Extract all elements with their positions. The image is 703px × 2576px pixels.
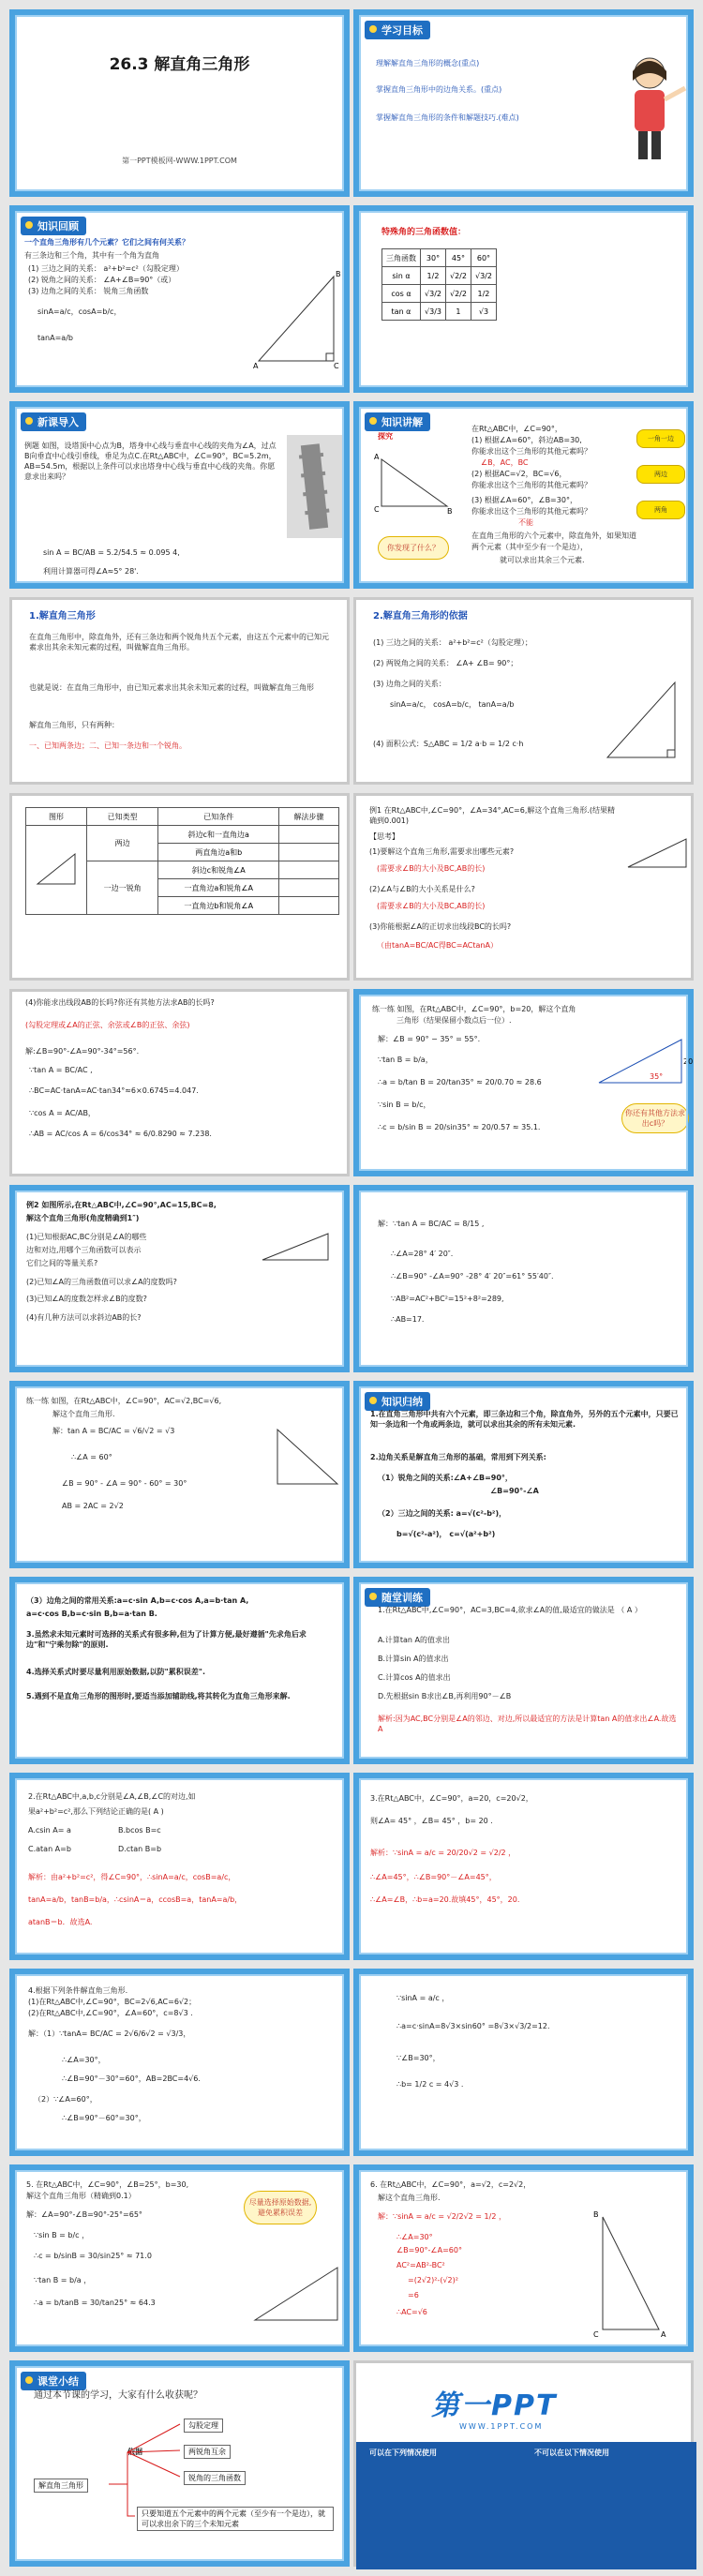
explain-l8: (3) 根据∠A=60°，∠B=30°， [471,496,577,504]
svg-text:B: B [447,507,453,516]
lesson-title: 26.3 解直角三角形 [109,55,250,74]
ex-q3-t5: ∴∠A=∠B，∴b=a=20.故填45°，45°，20. [370,1895,520,1904]
brand-logo: 第一PPT [431,2389,558,2422]
slide-example1-solution[interactable] [9,989,350,1176]
sum-t6: b=√(c²-a²)， c=√(a²+b²) [396,1530,496,1538]
ex-q6-t5: ∠B=90°-∠A=60° [396,2246,462,2254]
sol1-t7: ∴AB = AC/cos A = 6/cos34° ≈ 6/0.8290 ≈ 7.238. [29,1130,212,1138]
rule-t5: 5.遇到不是直角三角形的图形时,要适当添加辅助线,将其转化为直角三角形来解. [26,1692,291,1700]
intro-formula: sin A = BC/AB = 5.2/54.5 ≈ 0.095 4, [43,548,180,557]
sol2-t2: ∴∠A=28° 4′ 20″. [391,1250,454,1258]
slide-exercise4-cont[interactable] [353,1969,694,2156]
basis-l3: (3) 边角之间的关系： [373,680,446,688]
cases-two-sides: 两边 [87,826,158,861]
pr1-t5: ∴a = b/tan B = 20/tan35° ≈ 20/0.70 ≈ 28.6 [378,1078,542,1086]
cannot-use-title: 不可以在以下情况使用 [534,2449,609,2457]
teacher-illustration [612,52,687,165]
explain-l11: 在直角三角形的六个元素中，除直角外，如果知道 [471,532,636,540]
svg-text:B: B [336,270,341,278]
explain-l13: 就可以求出其余三个元素. [500,556,585,564]
sum-t2: 2.边角关系是解直角三角形的基础，常用到下列关系: [370,1453,546,1461]
slide-exercise3[interactable] [353,1773,694,1960]
slide-practice1[interactable] [353,989,694,1176]
definition-p4: 一、已知两条边；二、已知一条边和一个锐角。 [29,741,187,750]
ex-q1-b[interactable]: B.计算sin A的值求出 [378,1655,449,1663]
sticky-two-angles: 两角 [636,501,685,519]
ex-q2-d[interactable]: D.ctan B=b [118,1845,162,1853]
mindmap-pythagorean: 勾股定理 [184,2419,223,2433]
special-title: 特殊角的三角函数值： [381,228,467,237]
rule-t2: a=c·cos B,b=c·sin B,b=a·tan B. [26,1610,157,1618]
sol2-t3: ∴∠B=90° -∠A=90° -28° 4′ 20″=61° 55′40″. [391,1272,554,1281]
ex-q2-t5: atanB＝b．故选A. [28,1918,93,1926]
ex2-t7: (3)已知∠A的度数怎样求∠B的度数? [26,1295,147,1303]
sol1-t5: ∴BC=AC·tanA=AC·tan34°≈6×0.6745=4.047. [29,1086,199,1095]
ex2-t8: (4)有几种方法可以求斜边AB的长? [26,1313,142,1322]
slide-exercise5[interactable] [9,2164,350,2352]
rule-t3: 3.虽然求未知元素时可选择的关系式有很多种,但为了计算方便,最好遵循"先求角后求边"和"宁乘勿除"的原则. [26,1630,307,1649]
pr2-triangle [268,1424,343,1490]
special-table [381,248,497,321]
explain-l12: 两个元素（其中至少有一个是边）， [471,543,588,551]
sticky-one-angle-one-side: 一角一边 [636,429,685,448]
pr2-t2: 解这个直角三角形. [52,1410,115,1418]
ex1-t1: 例1 在Rt△ABC中,∠C=90°，∠A=34°,AC=6,解这个直角三角形.(结果精确到0.001) [369,806,616,825]
tan-45: 1 [445,303,471,321]
brand-url: WWW.1PPT.COM [459,2422,544,2431]
slide-exercise4[interactable] [9,1969,350,2156]
class-summary-question: 通过本节课的学习，大家有什么收获呢？ [34,2390,202,2401]
ex-q5-t3: 解：∠A=90°-∠B=90°-25°=65° [26,2210,142,2219]
pr1-t2: 三角形（结果保留小数点后一位）. [396,1016,512,1025]
slide-exercise2[interactable] [9,1773,350,1960]
ex-q6-t2: 解这个直角三角形. [378,2194,441,2202]
ex-q2-t4: tanA=a/b，tanB=b/a，∴csinA＝a，ccosB=a，tanA=a/b， [28,1895,243,1904]
ex-q3-t3: 解析：∵sinA = a/c = 20/20√2 = √2/2 ， [370,1849,516,1857]
slide-objectives[interactable] [353,9,694,197]
ex-q4b-t4: ∴b= 1/2 c = 4√3 . [396,2080,464,2089]
svg-text:A: A [661,2330,666,2339]
ex-q6-t4: ∴∠A=30° [396,2233,433,2241]
tan-label: tan α [382,303,421,321]
ex-q1-analysis: 解析:因为AC,BC分别是∠A的邻边、对边,所以最适宜的方法是计算tan A的值求出∠A.故选A [378,1715,677,1733]
exercise-header: 随堂训练 [365,1588,430,1607]
svg-text:B: B [593,2210,599,2219]
ex-q5-t6: ∵tan B = b/a ， [34,2276,92,2284]
ex1-t3: (1)要解这个直角三角形,需要求出哪些元素? [369,847,515,856]
ex-q5-t4: ∵sin B = b/c ， [34,2231,90,2239]
pr1-t4: ∵tan B = b/a， [378,1056,433,1064]
slide-explain[interactable] [353,401,694,589]
sol1-t3: 解:∠B=90°-∠A=90°-34°=56°. [25,1047,140,1056]
slide-practice2[interactable] [9,1381,350,1568]
sol2-t1: 解：∵tan A = BC/AC = 8/15 , [378,1220,485,1228]
ex-q5-cloud: 尽量选择原始数据,避免累积误差 [244,2191,317,2224]
cases-figure-cell [26,826,87,915]
rule-t1: （3）边角之间的常用关系:a=c·sin A,b=c·cos A,a=b·tan A, [26,1596,249,1605]
sin-30: 1/2 [421,267,446,285]
ex-q5-t2: 解这个直角三角形（精确到0.1） [26,2192,136,2200]
definition-p1: 在直角三角形中，除直角外，还有三条边和两个锐角共五个元素，由这五个元素中的已知元素求出其余未知元素的过程，叫做解直角三角形。 [29,633,329,651]
ex-q3-t2: 则∠A= 45° ，∠B= 45° ，b= 20 . [370,1817,493,1825]
review-line-1: 有三条边和三个角，其中有一个角为直角 [24,251,159,260]
sol2-t5: ∴AB=17. [391,1315,425,1324]
basis-title: 2.解直角三角形的依据 [373,611,468,622]
cases-th-type: 已知类型 [87,808,158,826]
ex-q6-triangle [584,2208,678,2339]
slide-review[interactable] [9,205,350,393]
review-line-2: (1) 三边之间的关系： a²+b²=c²（勾股定理） [28,264,184,273]
basis-l5: (4) 面积公式：S△ABC = 1/2 a·b = 1/2 c·h [373,740,524,748]
slide-cases-table[interactable] [9,793,350,981]
ex-q4-t7: （2）∵∠A=60°， [34,2095,97,2104]
intro-header: 新课导入 [21,412,86,431]
slide-exercise1[interactable] [353,1577,694,1764]
discovery-cloud: 你发现了什么？ [378,536,449,560]
mindmap-note: 只要知道五个元素中的两个元素（至少有一个是边），就可以求出余下的三个未知元素 [137,2507,334,2531]
ex-q6-t1: 6. 在Rt△ABC中，∠C=90°，a=√2，c=2√2， [370,2180,531,2189]
sol1-t4: ∵tan A = BC/AC , [29,1066,93,1074]
ex-q6-t7: =(2√2)²-(√2)² [408,2276,458,2284]
th-30: 30° [421,249,446,267]
cos-60: 1/2 [471,285,496,303]
th-func: 三角函数 [382,249,421,267]
explain-l3: (1) 根据∠A=60°，斜边AB=30, [471,436,582,444]
ex-q4-t8: ∴∠B=90°－60°=30°， [62,2114,146,2122]
ex-q2-a[interactable]: A.csin A= a [28,1826,71,1835]
ex-q2-t1: 2.在Rt△ABC中,a,b,c分别是∠A,∠B,∠C的对边,如 [28,1792,196,1801]
objective-2: 掌握直角三角形中的边角关系。(重点) [376,85,502,94]
ex-q6-t3: 解：∵sinA = a/c = √2/2√2 = 1/2 ， [378,2212,506,2221]
pr2-t5: ∠B = 90° - ∠A = 90° - 60° = 30° [62,1479,187,1488]
case-5-method [279,897,339,915]
pr1-t6: ∵sin B = b/c， [378,1101,431,1109]
review-line-3: (2) 锐角之间的关系： ∠A+∠B=90°（或） [28,276,176,284]
explain-l4: 你能求出这个三角形的其他元素吗？ [471,447,591,456]
slide-example2-solution[interactable] [353,1185,694,1372]
basis-l1: (1) 三边之间的关系： a²+b²=c²（勾股定理）； [373,638,532,647]
ex2-t4: 边和对边,用哪个三角函数可以表示 [26,1246,142,1254]
th-45: 45° [445,249,471,267]
th-60: 60° [471,249,496,267]
sum-t4: ∠B=90°-∠A [490,1487,539,1495]
cases-side-angle: 一边一锐角 [87,861,158,915]
svg-text:C: C [334,362,339,370]
review-triangle [249,267,343,370]
tan-30: √3/3 [421,303,446,321]
case-4: 一直角边a和锐角∠A [158,879,279,897]
explain-l10: 不能 [518,518,533,527]
ex1-triangle [624,833,690,871]
cos-45: √2/2 [445,285,471,303]
sol1-t2: (勾股定理或∠A的正弦、余弦或∠B的正弦、余弦) [25,1021,190,1029]
svg-text:C: C [593,2330,599,2339]
ex-q1: 1.在Rt△ABC中,∠C=90°，AC=3,BC=4,欲求∠A的值,最适宜的做法是 （ A ） [378,1606,642,1614]
sol2-t4: ∵AB²=AC²+BC²=15²+8²=289, [391,1295,504,1303]
sol1-t1: (4)你能求出线段AB的长吗?你还有其他方法求AB的长吗? [25,998,215,1007]
ex-q4b-t1: ∵sinA = a/c ， [396,1994,450,2002]
explore-label: 探究 [378,432,393,441]
pr2-t6: AB = 2AC = 2√2 [62,1502,124,1510]
cases-triangle [34,850,79,888]
slide-definition[interactable] [9,597,350,785]
class-summary-header: 课堂小结 [21,2372,86,2390]
ex2-t1: 例2 如图所示,在Rt△ABC中,∠C=90°,AC=15,BC=8, [26,1201,217,1209]
pr2-t3: 解：tan A = BC/AC = √6/√2 = √3 [52,1427,175,1435]
slide-exercise6[interactable] [353,2164,694,2352]
explain-l9: 你能求出这个三角形的其他元素吗？ [471,507,591,516]
summary-header: 知识归纳 [365,1392,430,1411]
cos-30: √3/2 [421,285,446,303]
definition-p2: 也就是说：在直角三角形中，由已知元素求出其余未知元素的过程，叫做解直角三角形 [29,683,314,692]
ex-q4-t5: ∴∠A=30°， [62,2056,106,2064]
case-3: 斜边c和锐角∠A [158,861,279,879]
slide-example1[interactable] [353,793,694,981]
ex-q6-t9: ∴AC=√6 [396,2308,427,2316]
intro-problem: 例题 如图，设塔顶中心点为B，塔身中心线与垂直中心线的夹角为∠A，过点B向垂直中心线引垂线，垂足为点C.在Rt△ABC中，∠C=90°，BC=5.2m，AB=54.5m，根据以上条件可以求出塔身中心线与垂直中心线的夹角。你愿意求出来吗？ [24,442,277,481]
ex-q5-triangle [249,2260,343,2326]
svg-text:20: 20 [683,1057,694,1066]
pr2-t4: ∴∠A = 60° [71,1453,112,1461]
ex-q4-t3: (2)在Rt△ABC中,∠C=90°，∠A=60°，c=8√3 . [28,2009,193,2017]
ex-q4b-t2: ∴a=c·sinA=8√3×sin60° =8√3×√3/2=12. [396,2022,550,2030]
svg-text:A: A [253,362,259,370]
ex2-t3: (1)已知根据AC,BC分别是∠A的哪些 [26,1233,147,1241]
ex2-t2: 解这个直角三角形(角度精确到1″) [26,1214,140,1222]
mindmap-lines [15,2366,355,2572]
basis-l4: sinA=a/c， cosA=b/c， tanA=a/b [390,700,515,709]
explain-l6: (2) 根据AC=√2，BC=√6， [471,470,567,478]
pr1-cloud: 你还有其他方法求出c吗？ [621,1103,689,1133]
ex-q6-t8: =6 [408,2291,419,2299]
mindmap-basis: 依据 [127,2448,142,2456]
explain-header: 知识讲解 [365,412,430,431]
definition-title: 1.解直角三角形 [29,611,96,622]
ex-q5-t5: ∴c = b/sinB = 30/sin25° ≈ 71.0 [34,2252,152,2260]
ex-q4b-t3: ∵∠B=30°， [396,2054,441,2062]
ex-q3-t1: 3.在Rt△ABC中，∠C=90°，a=20，c=20√2， [370,1794,533,1803]
slide-class-summary[interactable] [9,2360,350,2567]
pr1-triangle [593,1032,694,1088]
sum-t1: 1.在直角三角形中共有六个元素，即三条边和三个角，除直角外，另外的五个元素中，只要已知一条边和一个角或两条边，就可以求出其余的所有未知元素. [370,1410,679,1429]
svg-text:C: C [374,505,380,514]
objective-3: 掌握解直角三角形的条件和解题技巧.(难点) [376,113,519,122]
explain-l2: 在Rt△ABC中，∠C=90°， [471,425,562,433]
sin-45: √2/2 [445,267,471,285]
cases-th-given: 已知条件 [158,808,279,826]
intro-answer: 利用计算器可得∠A≈5° 28'. [43,567,139,576]
definition-p3: 解直角三角形，只有两种： [29,721,119,729]
explain-l5: ∠B，AC，BC [481,458,529,467]
ex1-t5: (2)∠A与∠B的大小关系是什么? [369,885,475,893]
case-4-method [279,879,339,897]
case-2: 两直角边a和b [158,844,279,861]
basis-triangle [600,673,684,767]
cases-table [25,807,339,915]
review-question: 一个直角三角形有几个元素？它们之间有何关系？ [24,238,189,247]
ex-q5-t1: 5. 在Rt△ABC中，∠C=90°，∠B=25°，b=30, [26,2180,189,2189]
explain-l7: 你能求出这个三角形的其他元素吗？ [471,481,591,489]
basis-l2: (2) 两锐角之间的关系： ∠A+ ∠B= 90°； [373,659,518,667]
pr2-t1: 练一练 如图，在Rt△ABC中，∠C=90°，AC=√2,BC=√6, [26,1397,222,1405]
ex1-t7: (3)你能根据∠A的正切求出线段BC的长吗? [369,922,512,931]
pr1-t1: 练一练 如图，在Rt△ABC中，∠C=90°，b=20，解这个直角 [372,1005,576,1013]
review-line-6: tanA=a/b [37,334,73,342]
ex1-t4: (需要求∠B的大小及BC,AB的长) [377,864,486,873]
slide-example2[interactable] [9,1185,350,1372]
ex-q1-c[interactable]: C.计算cos A的值求出 [378,1673,451,1682]
ex-q2-t2: 果a²+b²=c²,那么下列结论正确的是( A ) [28,1807,164,1816]
slide-basis[interactable] [353,597,694,785]
sticky-two-sides: 两边 [636,465,685,484]
ex-q6-t6: AC²=AB²-BC² [396,2261,445,2269]
site-subtitle: 第一PPT模板网-WWW.1PPT.COM [122,157,237,165]
slide-intro[interactable] [9,401,350,589]
case-3-method [279,861,339,879]
mindmap-complementary: 两锐角互余 [184,2445,231,2459]
objectives-header: 学习目标 [365,21,430,39]
ex-q3-t4: ∴∠A=45°，∴∠B=90°－∠A=45°， [370,1873,497,1881]
ex-q4-t2: (1)在Rt△ABC中,∠C=90°，BC=2√6,AC=6√2； [28,1998,197,2006]
ex-q2-b[interactable]: B.bcos B=c [118,1826,161,1835]
ex-q5-t7: ∴a = b/tanB = 30/tan25° ≈ 64.3 [34,2299,156,2307]
cases-th-method: 解法步骤 [279,808,339,826]
sin-label: sin α [382,267,421,285]
cos-label: cos α [382,285,421,303]
review-header: 知识回顾 [21,217,86,235]
tan-60: √3 [471,303,496,321]
ex1-t8: （由tanA=BC/AC得BC=ACtanA） [377,941,498,950]
slide-summary-rules[interactable] [9,1577,350,1764]
ex-q1-a[interactable]: A.计算tan A的值求出 [378,1636,450,1644]
pr1-t3: 解：∠B = 90° − 35° = 55°. [378,1035,481,1043]
svg-text:A: A [374,453,380,461]
slide-special-values[interactable] [353,205,694,393]
sum-t3: （1）锐角之间的关系:∠A+∠B=90°， [378,1474,513,1482]
pr1-t7: ∴c = b/sin B = 20/sin35° ≈ 20/0.57 ≈ 35.1. [378,1123,541,1131]
slide-summary-knowledge[interactable] [353,1381,694,1568]
svg-text:35°: 35° [650,1072,664,1081]
rule-t4: 4.选择关系式时要尽量利用原始数据,以防"累积误差". [26,1668,206,1676]
ex2-t5: 它们之间的等量关系? [26,1259,98,1267]
ex-q4-t6: ∴∠B=90°－30°=60°，AB=2BC=4√6. [62,2074,201,2083]
ex-q4-t4: 解：（1）∵tanA= BC/AC = 2√6/6√2 = √3/3， [28,2029,191,2038]
case-1-method [279,826,339,844]
tower-image [287,435,343,538]
sol1-t6: ∵cos A = AC/AB， [29,1109,96,1117]
ex1-t6: (需要求∠B的大小及BC,AB的长) [377,902,486,910]
ex1-t2: 【思考】 [369,832,399,841]
ex-q2-c[interactable]: C.atan A=b [28,1845,71,1853]
brand-panel [356,2442,696,2569]
review-line-4: (3) 边角之间的关系： 锐角三角函数 [28,287,149,295]
explain-triangle [372,450,456,516]
slide-brand[interactable] [353,2360,694,2567]
can-use-title: 可以在下列情况使用 [369,2449,437,2457]
ex-q4-t1: 4.根据下列条件解直角三角形. [28,1986,128,1995]
ex2-triangle [259,1228,334,1266]
objective-1: 理解解直角三角形的概念(重点) [376,59,480,67]
sin-60: √3/2 [471,267,496,285]
case-5: 一直角边b和锐角∠A [158,897,279,915]
mindmap-root: 解直角三角形 [34,2479,88,2493]
sum-t5: （2）三边之间的关系: a=√(c²-b²)， [378,1509,507,1518]
review-line-5: sinA=a/c，cosA=b/c， [37,307,122,316]
case-1: 斜边c和一直角边a [158,826,279,844]
mindmap-trig: 锐角的三角函数 [184,2471,246,2485]
case-2-method [279,844,339,861]
ex-q1-d[interactable]: D.先根据sin B求出∠B,再利用90°－∠B [378,1692,512,1700]
slide-title[interactable] [9,9,350,197]
ex-q2-t3: 解析：由a²+b²=c²，得∠C=90°，∴sinA=a/c，cosB=a/c， [28,1873,236,1881]
ex2-t6: (2)已知∠A的三角函数值可以求∠A的度数吗? [26,1278,177,1286]
cases-th-figure: 图形 [26,808,87,826]
